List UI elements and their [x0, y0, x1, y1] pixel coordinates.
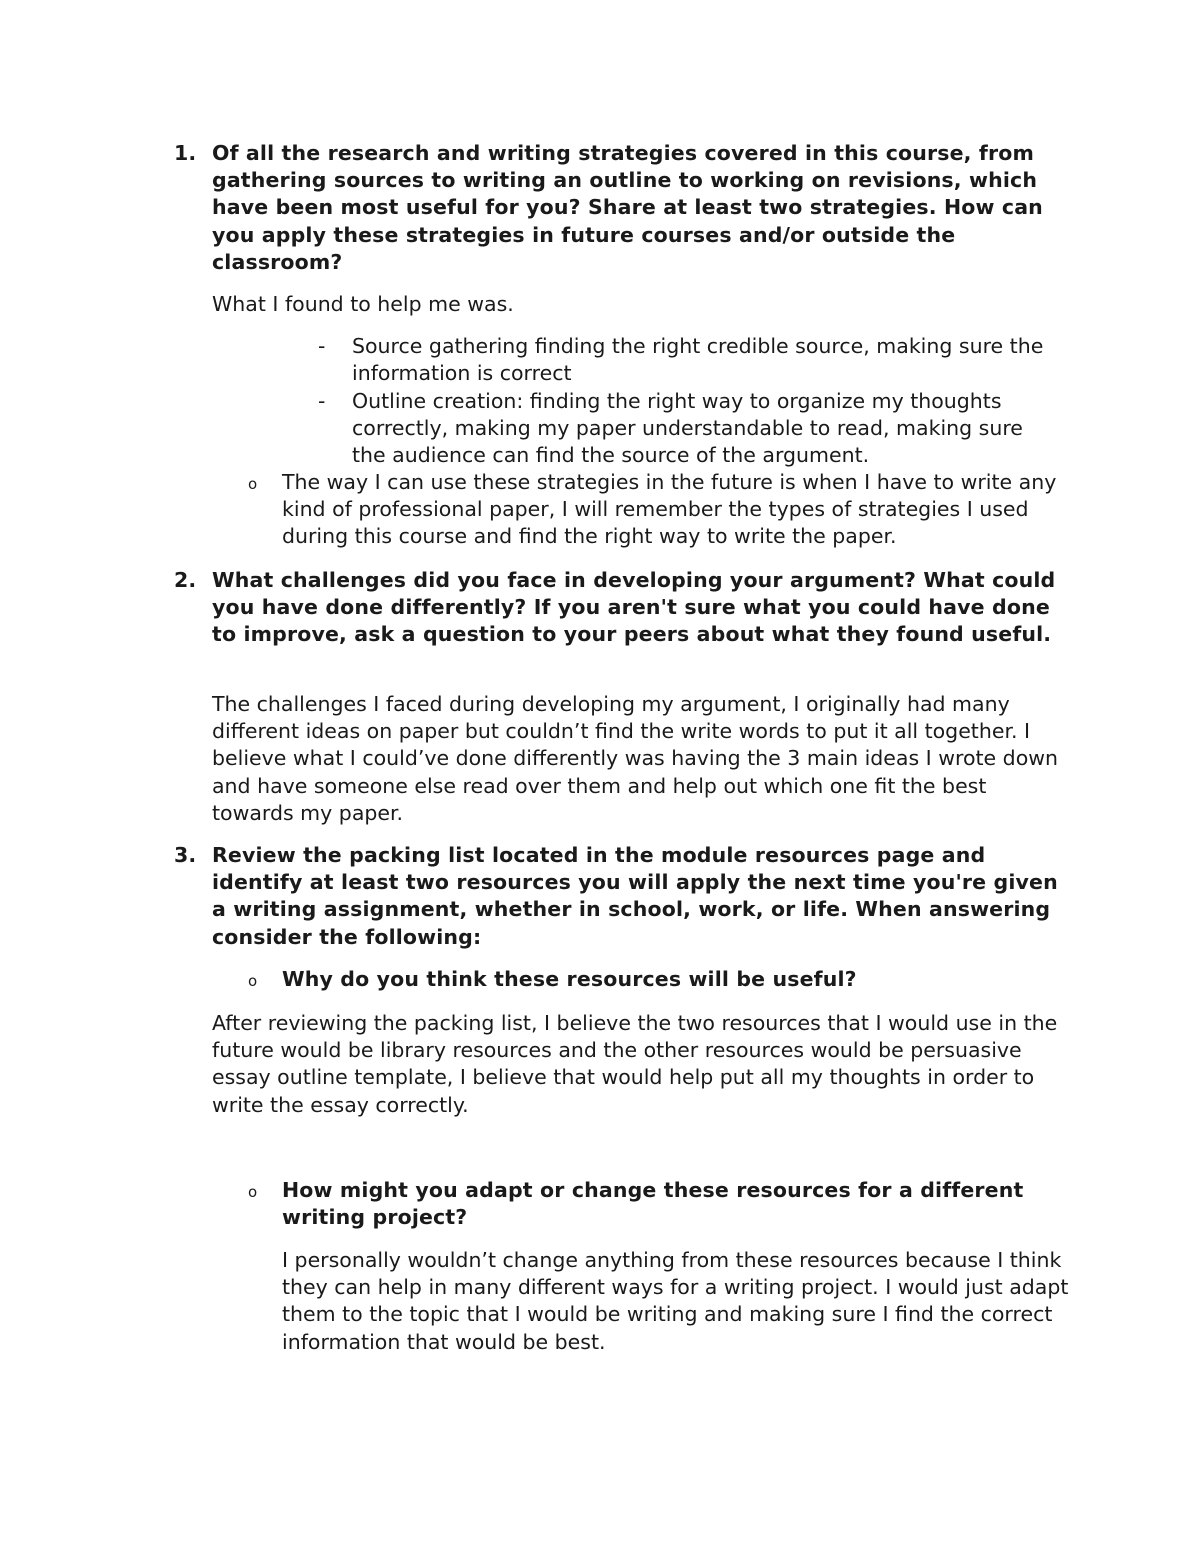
q1-dash-item-2: Outline creation: finding the right way to organize my thoughts correctly, making my paper understandable to read, making sure the audience can find the source of the argument.	[352, 389, 1023, 468]
question-3-number: 3.	[174, 843, 197, 867]
q1-dash-item-1: Source gathering finding the right credible source, making sure the information is correct	[352, 334, 1044, 386]
q3-subquestion-1: Why do you think these resources will be useful?	[282, 967, 857, 991]
circle-bullet-3: o	[248, 1183, 258, 1201]
q3-answer-2: I personally wouldn’t change anything from these resources because I think they can help in many different ways for a writing project. I would just adapt them to the topic that I would be writing and making sure I find the correct information that would be best.	[282, 1248, 1069, 1354]
q1-intro: What I found to help me was.	[212, 292, 514, 316]
circle-bullet-1: o	[248, 475, 258, 493]
question-3	[174, 842, 1072, 951]
q1-bullet-item: The way I can use these strategies in the future is when I have to write any kind of professional paper, I will remember the types of strategies I used during this course and find the right way to write the paper.	[282, 470, 1057, 549]
question-1-text: Of all the research and writing strategies covered in this course, from gathering sources to writing an outline to working on revisions, which have been most useful for you? Share at least two strategies. How can you apply these strategies in future courses and/or outside the classroom?	[212, 141, 1043, 274]
circle-bullet-2: o	[248, 972, 258, 990]
q3-answer-1: After reviewing the packing list, I believe the two resources that I would use in the future would be library resources and the other resources would be persuasive essay outline template, I believe that would help put all my thoughts in order to write the essay correctly.	[212, 1011, 1058, 1117]
question-3-text: Review the packing list located in the module resources page and identify at least two resources you will apply the next time you're given a writing assignment, whether in school, work, or life. When answering consider the following:	[212, 843, 1058, 949]
q2-answer: The challenges I faced during developing my argument, I originally had many different ideas on paper but couldn’t find the write words to put it all together. I believe what I could’ve done differently was having the 3 main ideas I wrote down and have someone else read over them and help out which one fit the best towards my paper.	[212, 692, 1058, 825]
question-2	[174, 567, 1072, 649]
q3-subquestion-2: How might you adapt or change these resources for a different writing project?	[282, 1178, 1024, 1230]
dash-bullet-2: -	[318, 389, 326, 413]
question-1	[174, 140, 1072, 276]
question-2-number: 2.	[174, 568, 197, 592]
dash-bullet-1: -	[318, 334, 326, 358]
question-1-number: 1.	[174, 141, 197, 165]
question-2-text: What challenges did you face in developing your argument? What could you have done differently? If you aren't sure what you could have done to improve, ask a question to your peers about what they found useful.	[212, 568, 1056, 647]
